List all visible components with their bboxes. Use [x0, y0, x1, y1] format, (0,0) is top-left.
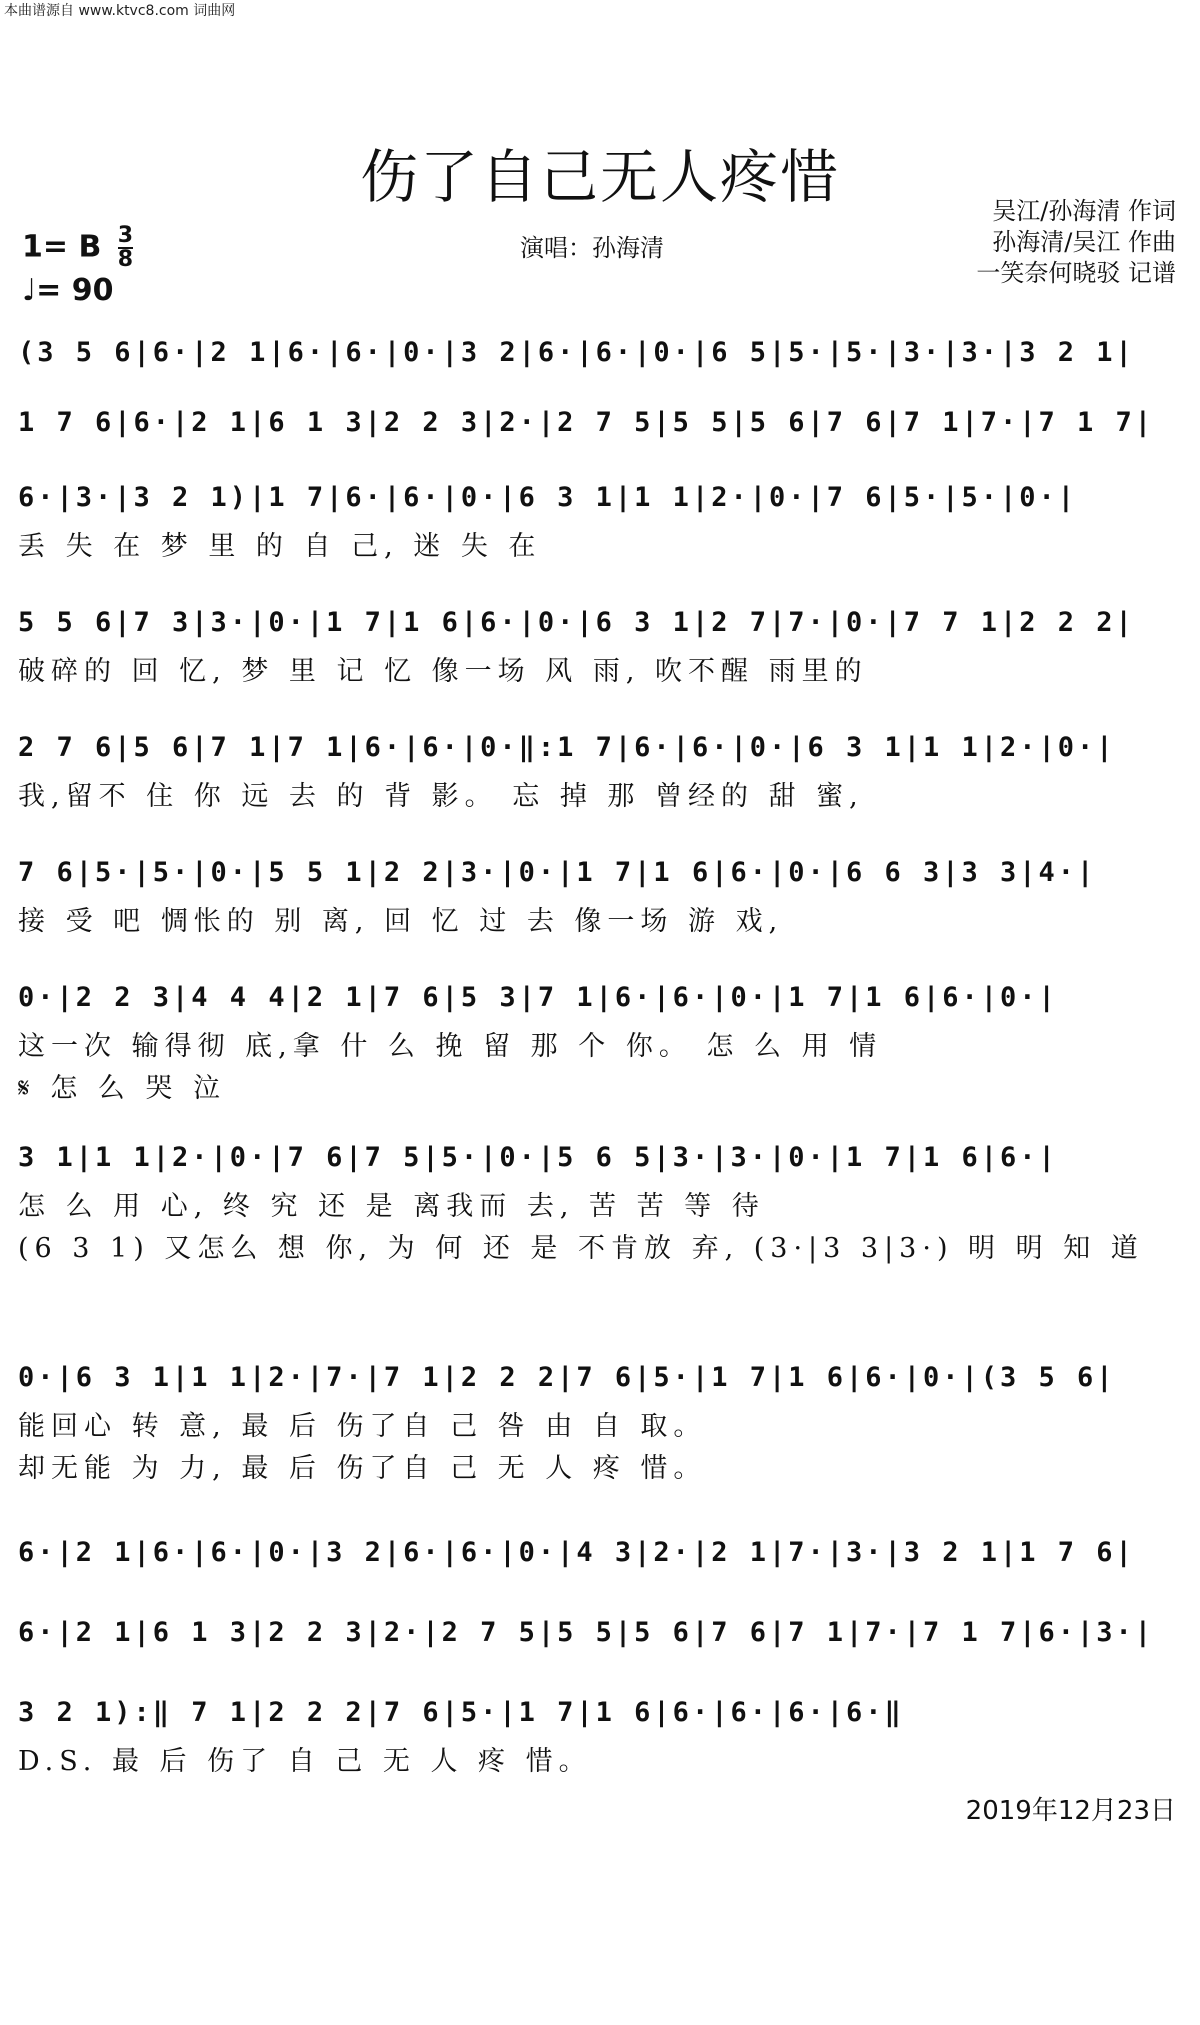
lyric-line: 却无能 为 力, 最 后 伤了自 己 无 人 疼 惜。	[18, 1453, 707, 1484]
notation-row	[18, 475, 1180, 521]
key-signature	[22, 225, 133, 271]
notation-line: 6·|3·|3 2 1)|1 7|6·|6·|0·|6 3 1|1 1|2·|0·|7 6|5·|5·|0·|	[18, 482, 1078, 513]
song-title: 伤了自己无人疼惜	[359, 143, 840, 211]
lyric-line: 怎 么 用 心, 终 究 还 是 离我而 去, 苦 苦 等 待	[18, 1191, 765, 1222]
source-note: 本曲谱源自 www.ktvc8.com 词曲网	[4, 3, 236, 19]
lyric-line: 𝄋 怎 么 哭 泣	[18, 1073, 226, 1104]
notation-row	[18, 330, 1180, 376]
notation-row	[18, 1690, 1180, 1736]
notation-line: 3 2 1):‖ 7 1|2 2 2|7 6|5·|1 7|1 6|6·|6·|6·|6·‖	[18, 1697, 904, 1728]
time-numerator: 3	[117, 223, 134, 248]
notation-line: (3 5 6|6·|2 1|6·|6·|0·|3 2|6·|6·|0·|6 5|5·|5·|3·|3·|3 2 1|	[18, 337, 1135, 368]
notation-line: 0·|2 2 3|4 4 4|2 1|7 6|5 3|7 1|6·|6·|0·|1 7|1 6|6·|0·|	[18, 982, 1058, 1013]
transcriber-credit: 一笑奈何晓驳 记谱	[976, 259, 1176, 287]
lyric-line: 我,留不 住 你 远 去 的 背 影。 忘 掉 那 曾经的 甜 蜜,	[18, 781, 864, 812]
notation-line: 6·|2 1|6 1 3|2 2 3|2·|2 7 5|5 5|5 6|7 6|7 1|7·|7 1 7|6·|3·|	[18, 1617, 1155, 1648]
notation-line: 6·|2 1|6·|6·|0·|3 2|6·|6·|0·|4 3|2·|2 1|7·|3·|3 2 1|1 7 6|	[18, 1537, 1135, 1568]
notation-row	[18, 1610, 1180, 1656]
notation-row	[18, 600, 1180, 646]
time-signature	[118, 225, 133, 271]
notation-row	[18, 725, 1180, 771]
key-time-tempo	[22, 225, 133, 311]
notation-line: 3 1|1 1|2·|0·|7 6|7 5|5·|0·|5 6 5|3·|3·|0·|1 7|1 6|6·|	[18, 1142, 1058, 1173]
tempo: ♩= 90	[22, 273, 114, 308]
lyric-line: 丢 失 在 梦 里 的 自 己, 迷 失 在	[18, 531, 542, 562]
notation-row	[18, 1530, 1180, 1576]
lyricist-credit: 吴江/孙海清 作词	[992, 197, 1176, 225]
lyric-line: 这一次 输得彻 底,拿 什 么 挽 留 那 个 你。 怎 么 用 情	[18, 1031, 883, 1062]
lyric-line: (6 3 1) 又怎么 想 你, 为 何 还 是 不肯放 弃, (3·|3 3|3·) 明 明 知 道	[18, 1233, 1144, 1264]
lyric-line: 接 受 吧 惆怅的 别 离, 回 忆 过 去 像一场 游 戏,	[18, 906, 784, 937]
key-label: 1= B	[22, 229, 102, 265]
notation-line: 7 6|5·|5·|0·|5 5 1|2 2|3·|0·|1 7|1 6|6·|0·|6 6 3|3 3|4·|	[18, 857, 1097, 888]
notation-line: 2 7 6|5 6|7 1|7 1|6·|6·|0·‖:1 7|6·|6·|0·|6 3 1|1 1|2·|0·|	[18, 732, 1116, 763]
notation-line: 5 5 6|7 3|3·|0·|1 7|1 6|6·|0·|6 3 1|2 7|7·|0·|7 7 1|2 2 2|	[18, 607, 1135, 638]
notation-line: 0·|6 3 1|1 1|2·|7·|7 1|2 2 2|7 6|5·|1 7|1 6|6·|0·|(3 5 6|	[18, 1362, 1116, 1393]
lyric-line: D.S. 最 后 伤了 自 己 无 人 疼 惜。	[18, 1746, 592, 1777]
notation-line: 1 7 6|6·|2 1|6 1 3|2 2 3|2·|2 7 5|5 5|5 6|7 6|7 1|7·|7 1 7|	[18, 407, 1155, 438]
lyric-line: 破碎的 回 忆, 梦 里 记 忆 像一场 风 雨, 吹不醒 雨里的	[18, 656, 868, 687]
notation-row	[18, 1135, 1180, 1181]
time-denominator: 8	[117, 247, 134, 272]
credits	[976, 196, 1176, 289]
date: 2019年12月23日	[965, 1796, 1176, 1826]
notation-row	[18, 400, 1180, 446]
composer-credit: 孙海清/吴江 作曲	[992, 228, 1176, 256]
notation-row	[18, 850, 1180, 896]
lyric-line: 能回心 转 意, 最 后 伤了自 己 咎 由 自 取。	[18, 1411, 707, 1442]
singer: 演唱：孙海清	[520, 234, 664, 262]
notation-row	[18, 1355, 1180, 1401]
notation-row	[18, 975, 1180, 1021]
